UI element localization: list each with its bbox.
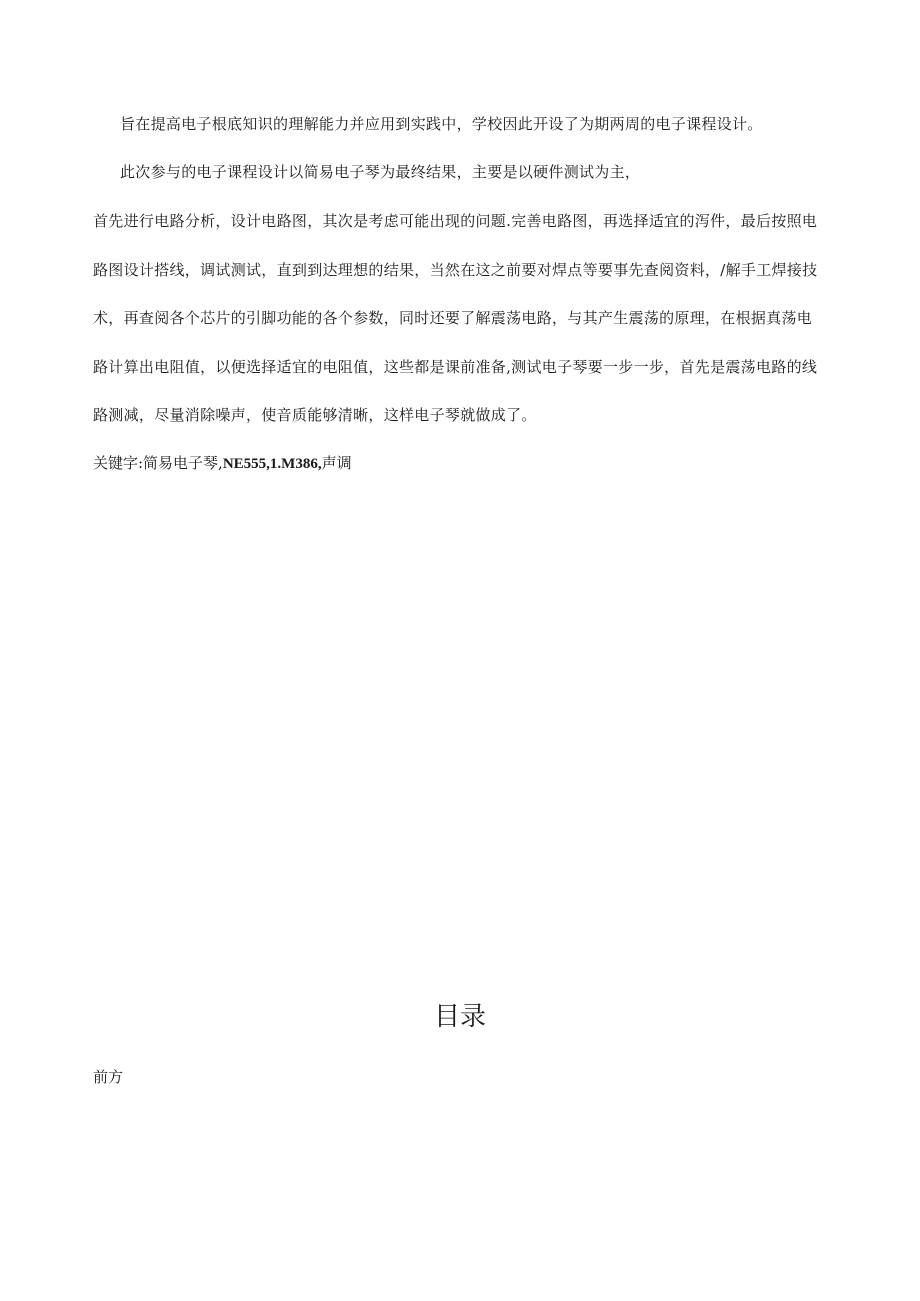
keywords-line — [93, 453, 352, 474]
paragraph-line: 此次参与的电子课程设计以简易电子琴为最终结果，主要是以硬件测试为主， — [120, 163, 641, 181]
keywords-suffix: 声调 — [321, 454, 352, 472]
keywords-prefix: 关键字:简易电子琴, — [93, 454, 223, 472]
paragraph-intro: 旨在提高电子根底知识的理解能力并应用到实践中，学校因此开设了为期两周的电子课程设计。 — [120, 115, 763, 133]
paragraph-line: 路测减，尽量消除噪声，使音质能够清晰，这样电子琴就做成了。 — [93, 406, 537, 424]
keywords-bold: NE555,1.M386, — [222, 456, 322, 472]
paragraph-line: 术，再查阅各个芯片的引脚功能的各个参数，同时还要了解震荡电路，与其产生震荡的原理，在根据真荡电 — [93, 309, 813, 327]
toc-title: 目录 — [433, 1002, 486, 1032]
paragraph-line: 路计算出电阻值，以便选择适宜的电阻值，这些都是课前准备,测试电子琴要一步一步，首先是震荡电路的线 — [93, 358, 818, 376]
toc-item[interactable]: 前方 — [93, 1068, 124, 1086]
paragraph-line: 路图设计搭线，调试测试，直到到达理想的结果，当然在这之前要对焊点等要事先查阅资料，/解手工焊接技 — [93, 261, 818, 279]
paragraph-line: 首先进行电路分析，设计电路图，其次是考虑可能出现的问题.完善电路图，再选择适宜的泻件，最后按照电 — [93, 212, 818, 230]
